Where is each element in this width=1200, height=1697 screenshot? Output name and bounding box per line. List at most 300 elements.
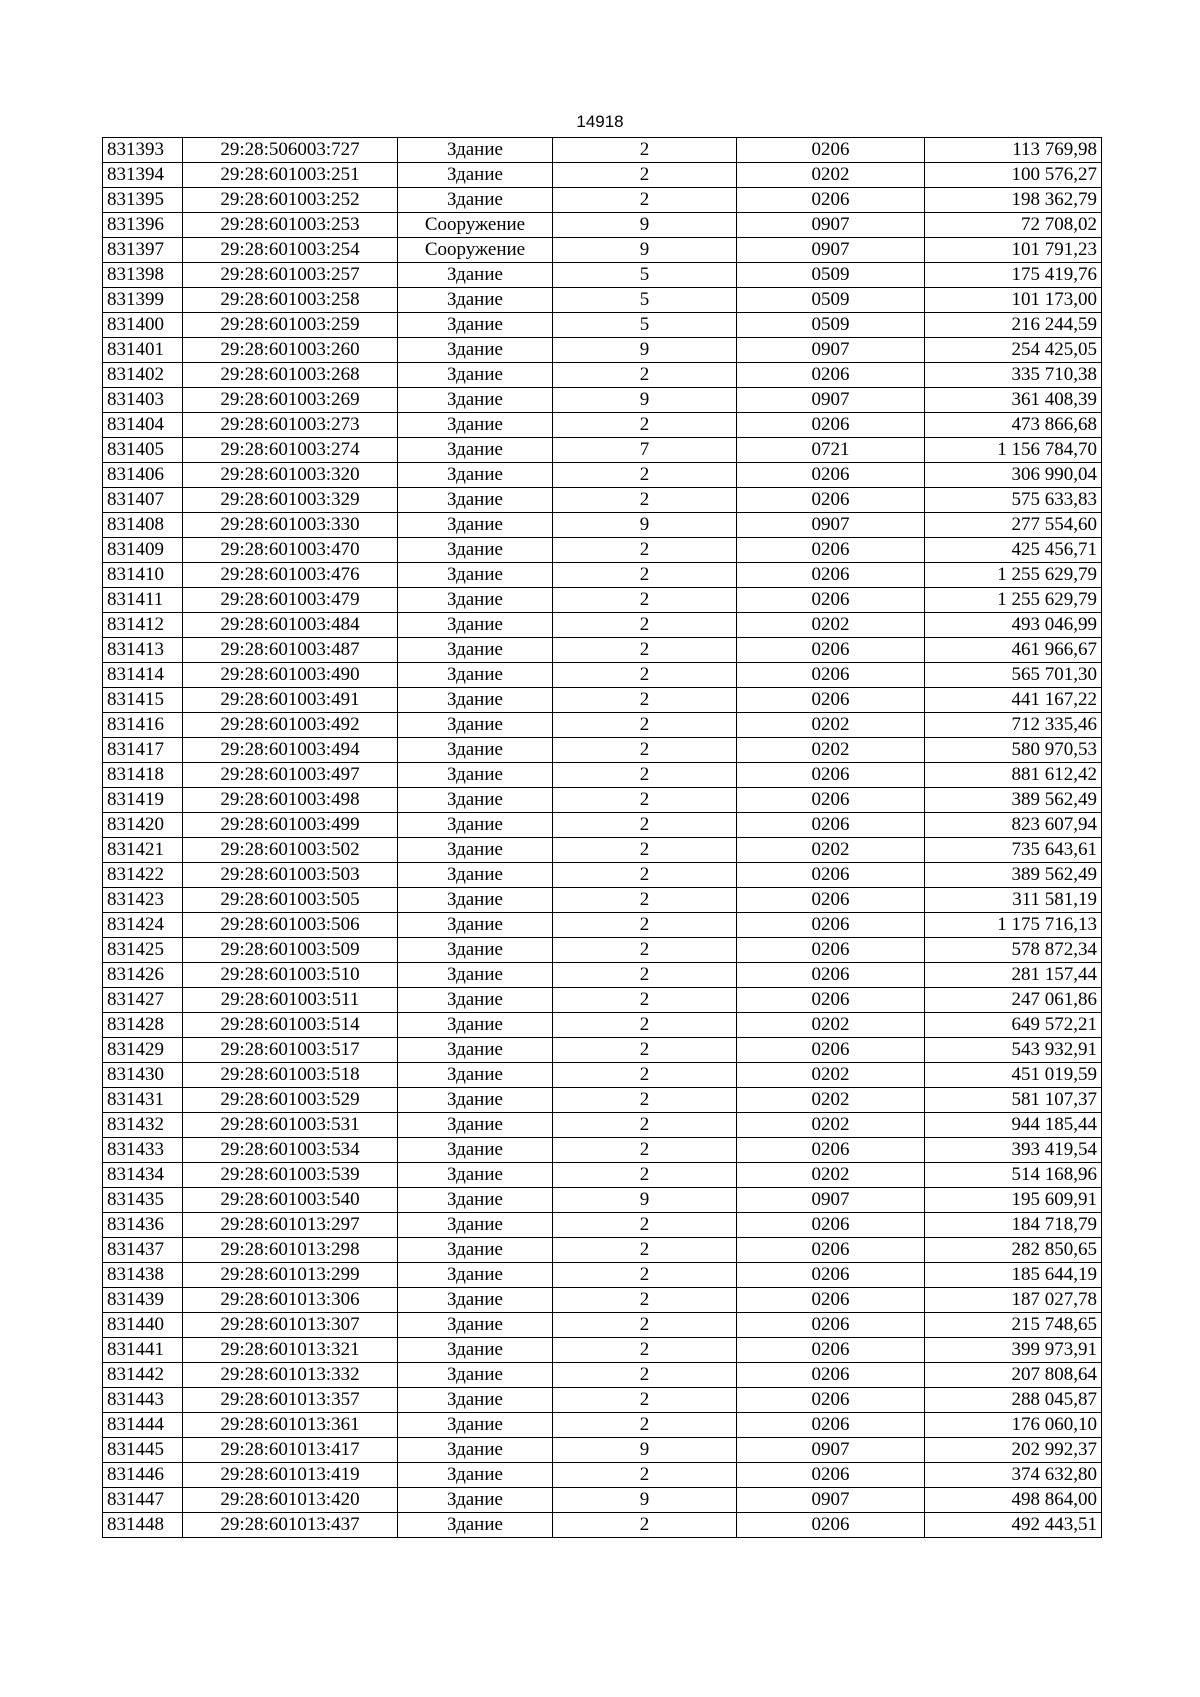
cadastral-value-table <box>102 137 1102 1538</box>
cadastral-value-cell: 374 632,80 <box>925 1463 1102 1488</box>
row-number-cell: 831435 <box>103 1188 183 1213</box>
group-cell: 2 <box>553 163 737 188</box>
object-type-cell: Здание <box>398 1388 553 1413</box>
subgroup-code-cell: 0206 <box>737 788 925 813</box>
cadastral-number-cell: 29:28:601003:503 <box>183 863 398 888</box>
subgroup-code-cell: 0202 <box>737 1163 925 1188</box>
cadastral-value-cell: 176 060,10 <box>925 1413 1102 1438</box>
object-type-cell: Здание <box>398 1338 553 1363</box>
cadastral-value-cell: 247 061,86 <box>925 988 1102 1013</box>
object-type-cell: Здание <box>398 1513 553 1538</box>
group-cell: 2 <box>553 1238 737 1263</box>
cadastral-value-cell: 1 156 784,70 <box>925 438 1102 463</box>
subgroup-code-cell: 0206 <box>737 1363 925 1388</box>
group-cell: 2 <box>553 663 737 688</box>
table-row <box>103 388 1102 413</box>
subgroup-code-cell: 0206 <box>737 888 925 913</box>
cadastral-number-cell: 29:28:601003:529 <box>183 1088 398 1113</box>
table-row <box>103 613 1102 638</box>
table-row <box>103 138 1102 163</box>
group-cell: 2 <box>553 1213 737 1238</box>
cadastral-value-cell: 216 244,59 <box>925 313 1102 338</box>
subgroup-code-cell: 0206 <box>737 988 925 1013</box>
cadastral-value-cell: 306 990,04 <box>925 463 1102 488</box>
row-number-cell: 831394 <box>103 163 183 188</box>
object-type-cell: Здание <box>398 963 553 988</box>
object-type-cell: Здание <box>398 438 553 463</box>
row-number-cell: 831442 <box>103 1363 183 1388</box>
row-number-cell: 831403 <box>103 388 183 413</box>
subgroup-code-cell: 0206 <box>737 813 925 838</box>
cadastral-number-cell: 29:28:601013:298 <box>183 1238 398 1263</box>
cadastral-number-cell: 29:28:601003:330 <box>183 513 398 538</box>
row-number-cell: 831413 <box>103 638 183 663</box>
group-cell: 2 <box>553 488 737 513</box>
group-cell: 2 <box>553 713 737 738</box>
cadastral-value-cell: 461 966,67 <box>925 638 1102 663</box>
cadastral-value-cell: 393 419,54 <box>925 1138 1102 1163</box>
cadastral-number-cell: 29:28:601013:321 <box>183 1338 398 1363</box>
group-cell: 2 <box>553 913 737 938</box>
cadastral-number-cell: 29:28:601003:479 <box>183 588 398 613</box>
group-cell: 2 <box>553 788 737 813</box>
object-type-cell: Здание <box>398 388 553 413</box>
row-number-cell: 831424 <box>103 913 183 938</box>
object-type-cell: Здание <box>398 688 553 713</box>
table-row <box>103 888 1102 913</box>
row-number-cell: 831441 <box>103 1338 183 1363</box>
group-cell: 2 <box>553 138 737 163</box>
table-row <box>103 1413 1102 1438</box>
group-cell: 2 <box>553 738 737 763</box>
row-number-cell: 831398 <box>103 263 183 288</box>
object-type-cell: Здание <box>398 1238 553 1263</box>
cadastral-number-cell: 29:28:601003:497 <box>183 763 398 788</box>
table-row <box>103 1113 1102 1138</box>
subgroup-code-cell: 0206 <box>737 363 925 388</box>
table-body <box>103 138 1102 1538</box>
cadastral-value-cell: 944 185,44 <box>925 1113 1102 1138</box>
cadastral-value-cell: 207 808,64 <box>925 1363 1102 1388</box>
subgroup-code-cell: 0206 <box>737 1388 925 1413</box>
group-cell: 2 <box>553 838 737 863</box>
table-row <box>103 1088 1102 1113</box>
row-number-cell: 831417 <box>103 738 183 763</box>
group-cell: 2 <box>553 1513 737 1538</box>
group-cell: 2 <box>553 813 737 838</box>
table-row <box>103 488 1102 513</box>
table-row <box>103 813 1102 838</box>
object-type-cell: Здание <box>398 1363 553 1388</box>
cadastral-number-cell: 29:28:601003:268 <box>183 363 398 388</box>
subgroup-code-cell: 0206 <box>737 1338 925 1363</box>
cadastral-number-cell: 29:28:601003:470 <box>183 538 398 563</box>
row-number-cell: 831400 <box>103 313 183 338</box>
cadastral-number-cell: 29:28:601013:417 <box>183 1438 398 1463</box>
cadastral-value-cell: 493 046,99 <box>925 613 1102 638</box>
object-type-cell: Здание <box>398 1463 553 1488</box>
object-type-cell: Здание <box>398 288 553 313</box>
object-type-cell: Здание <box>398 638 553 663</box>
cadastral-value-cell: 1 175 716,13 <box>925 913 1102 938</box>
subgroup-code-cell: 0206 <box>737 1038 925 1063</box>
object-type-cell: Здание <box>398 538 553 563</box>
row-number-cell: 831414 <box>103 663 183 688</box>
table-row <box>103 1513 1102 1538</box>
group-cell: 5 <box>553 313 737 338</box>
group-cell: 2 <box>553 463 737 488</box>
group-cell: 2 <box>553 988 737 1013</box>
object-type-cell: Здание <box>398 463 553 488</box>
cadastral-value-cell: 543 932,91 <box>925 1038 1102 1063</box>
group-cell: 5 <box>553 288 737 313</box>
subgroup-code-cell: 0907 <box>737 338 925 363</box>
object-type-cell: Здание <box>398 738 553 763</box>
cadastral-number-cell: 29:28:601003:510 <box>183 963 398 988</box>
row-number-cell: 831418 <box>103 763 183 788</box>
group-cell: 2 <box>553 888 737 913</box>
object-type-cell: Здание <box>398 1188 553 1213</box>
subgroup-code-cell: 0907 <box>737 238 925 263</box>
object-type-cell: Сооружение <box>398 238 553 263</box>
group-cell: 2 <box>553 1088 737 1113</box>
row-number-cell: 831411 <box>103 588 183 613</box>
row-number-cell: 831430 <box>103 1063 183 1088</box>
table-row <box>103 913 1102 938</box>
group-cell: 2 <box>553 1363 737 1388</box>
group-cell: 5 <box>553 263 737 288</box>
group-cell: 2 <box>553 1013 737 1038</box>
row-number-cell: 831421 <box>103 838 183 863</box>
object-type-cell: Здание <box>398 1488 553 1513</box>
cadastral-number-cell: 29:28:601003:518 <box>183 1063 398 1088</box>
object-type-cell: Здание <box>398 138 553 163</box>
subgroup-code-cell: 0202 <box>737 1088 925 1113</box>
table-row <box>103 763 1102 788</box>
table-row <box>103 263 1102 288</box>
group-cell: 2 <box>553 1113 737 1138</box>
group-cell: 2 <box>553 1063 737 1088</box>
table-row <box>103 363 1102 388</box>
table-row <box>103 538 1102 563</box>
table-row <box>103 463 1102 488</box>
row-number-cell: 831393 <box>103 138 183 163</box>
subgroup-code-cell: 0509 <box>737 288 925 313</box>
row-number-cell: 831402 <box>103 363 183 388</box>
object-type-cell: Здание <box>398 363 553 388</box>
cadastral-value-cell: 113 769,98 <box>925 138 1102 163</box>
cadastral-number-cell: 29:28:601013:297 <box>183 1213 398 1238</box>
row-number-cell: 831405 <box>103 438 183 463</box>
cadastral-number-cell: 29:28:601003:254 <box>183 238 398 263</box>
cadastral-value-cell: 187 027,78 <box>925 1288 1102 1313</box>
table-row <box>103 563 1102 588</box>
object-type-cell: Здание <box>398 588 553 613</box>
subgroup-code-cell: 0509 <box>737 313 925 338</box>
cadastral-number-cell: 29:28:601003:517 <box>183 1038 398 1063</box>
cadastral-number-cell: 29:28:601003:320 <box>183 463 398 488</box>
group-cell: 2 <box>553 613 737 638</box>
cadastral-number-cell: 29:28:601003:274 <box>183 438 398 463</box>
cadastral-value-cell: 473 866,68 <box>925 413 1102 438</box>
cadastral-number-cell: 29:28:601003:476 <box>183 563 398 588</box>
object-type-cell: Здание <box>398 938 553 963</box>
table-row <box>103 838 1102 863</box>
object-type-cell: Здание <box>398 1213 553 1238</box>
row-number-cell: 831443 <box>103 1388 183 1413</box>
row-number-cell: 831438 <box>103 1263 183 1288</box>
row-number-cell: 831412 <box>103 613 183 638</box>
group-cell: 2 <box>553 1263 737 1288</box>
row-number-cell: 831419 <box>103 788 183 813</box>
cadastral-value-cell: 580 970,53 <box>925 738 1102 763</box>
cadastral-value-cell: 311 581,19 <box>925 888 1102 913</box>
table-row <box>103 588 1102 613</box>
cadastral-number-cell: 29:28:601003:251 <box>183 163 398 188</box>
row-number-cell: 831396 <box>103 213 183 238</box>
cadastral-value-cell: 1 255 629,79 <box>925 588 1102 613</box>
cadastral-value-cell: 72 708,02 <box>925 213 1102 238</box>
subgroup-code-cell: 0206 <box>737 1138 925 1163</box>
cadastral-number-cell: 29:28:601003:534 <box>183 1138 398 1163</box>
cadastral-value-cell: 175 419,76 <box>925 263 1102 288</box>
table-row <box>103 713 1102 738</box>
group-cell: 2 <box>553 1413 737 1438</box>
table-row <box>103 1163 1102 1188</box>
cadastral-value-cell: 101 791,23 <box>925 238 1102 263</box>
row-number-cell: 831427 <box>103 988 183 1013</box>
table-row <box>103 188 1102 213</box>
object-type-cell: Здание <box>398 313 553 338</box>
cadastral-value-cell: 202 992,37 <box>925 1438 1102 1463</box>
subgroup-code-cell: 0206 <box>737 463 925 488</box>
subgroup-code-cell: 0206 <box>737 538 925 563</box>
cadastral-value-cell: 451 019,59 <box>925 1063 1102 1088</box>
row-number-cell: 831433 <box>103 1138 183 1163</box>
row-number-cell: 831406 <box>103 463 183 488</box>
subgroup-code-cell: 0206 <box>737 763 925 788</box>
object-type-cell: Здание <box>398 1013 553 1038</box>
subgroup-code-cell: 0206 <box>737 863 925 888</box>
object-type-cell: Здание <box>398 488 553 513</box>
group-cell: 9 <box>553 1488 737 1513</box>
table-row <box>103 1338 1102 1363</box>
page-number: 14918 <box>576 112 624 131</box>
subgroup-code-cell: 0206 <box>737 1313 925 1338</box>
group-cell: 2 <box>553 1313 737 1338</box>
object-type-cell: Здание <box>398 188 553 213</box>
subgroup-code-cell: 0206 <box>737 963 925 988</box>
row-number-cell: 831422 <box>103 863 183 888</box>
cadastral-value-cell: 277 554,60 <box>925 513 1102 538</box>
cadastral-number-cell: 29:28:601003:253 <box>183 213 398 238</box>
cadastral-number-cell: 29:28:601003:505 <box>183 888 398 913</box>
cadastral-number-cell: 29:28:601013:437 <box>183 1513 398 1538</box>
object-type-cell: Сооружение <box>398 213 553 238</box>
group-cell: 2 <box>553 538 737 563</box>
cadastral-number-cell: 29:28:601003:257 <box>183 263 398 288</box>
cadastral-value-cell: 492 443,51 <box>925 1513 1102 1538</box>
subgroup-code-cell: 0206 <box>737 138 925 163</box>
cadastral-number-cell: 29:28:601013:357 <box>183 1388 398 1413</box>
row-number-cell: 831436 <box>103 1213 183 1238</box>
cadastral-value-cell: 288 045,87 <box>925 1388 1102 1413</box>
table-row <box>103 1463 1102 1488</box>
cadastral-value-cell: 101 173,00 <box>925 288 1102 313</box>
row-number-cell: 831397 <box>103 238 183 263</box>
group-cell: 9 <box>553 388 737 413</box>
cadastral-value-cell: 823 607,94 <box>925 813 1102 838</box>
cadastral-value-cell: 389 562,49 <box>925 863 1102 888</box>
subgroup-code-cell: 0202 <box>737 1063 925 1088</box>
row-number-cell: 831395 <box>103 188 183 213</box>
cadastral-number-cell: 29:28:601013:420 <box>183 1488 398 1513</box>
row-number-cell: 831404 <box>103 413 183 438</box>
group-cell: 2 <box>553 363 737 388</box>
row-number-cell: 831444 <box>103 1413 183 1438</box>
cadastral-value-cell: 441 167,22 <box>925 688 1102 713</box>
group-cell: 2 <box>553 938 737 963</box>
subgroup-code-cell: 0206 <box>737 913 925 938</box>
subgroup-code-cell: 0206 <box>737 1263 925 1288</box>
table-row <box>103 1288 1102 1313</box>
table-row <box>103 1313 1102 1338</box>
cadastral-number-cell: 29:28:601003:490 <box>183 663 398 688</box>
cadastral-value-cell: 1 255 629,79 <box>925 563 1102 588</box>
cadastral-number-cell: 29:28:601003:494 <box>183 738 398 763</box>
group-cell: 2 <box>553 1138 737 1163</box>
subgroup-code-cell: 0509 <box>737 263 925 288</box>
table-row <box>103 938 1102 963</box>
row-number-cell: 831431 <box>103 1088 183 1113</box>
table-row <box>103 1063 1102 1088</box>
group-cell: 2 <box>553 188 737 213</box>
subgroup-code-cell: 0907 <box>737 1438 925 1463</box>
group-cell: 9 <box>553 1188 737 1213</box>
row-number-cell: 831420 <box>103 813 183 838</box>
cadastral-value-cell: 581 107,37 <box>925 1088 1102 1113</box>
table-row <box>103 238 1102 263</box>
cadastral-value-cell: 575 633,83 <box>925 488 1102 513</box>
row-number-cell: 831446 <box>103 1463 183 1488</box>
cadastral-number-cell: 29:28:601003:484 <box>183 613 398 638</box>
table-row <box>103 988 1102 1013</box>
table-row <box>103 1038 1102 1063</box>
row-number-cell: 831410 <box>103 563 183 588</box>
cadastral-number-cell: 29:28:601003:502 <box>183 838 398 863</box>
object-type-cell: Здание <box>398 613 553 638</box>
cadastral-number-cell: 29:28:601013:306 <box>183 1288 398 1313</box>
cadastral-number-cell: 29:28:601003:506 <box>183 913 398 938</box>
object-type-cell: Здание <box>398 263 553 288</box>
cadastral-value-cell: 185 644,19 <box>925 1263 1102 1288</box>
cadastral-number-cell: 29:28:601003:509 <box>183 938 398 963</box>
cadastral-number-cell: 29:28:601003:499 <box>183 813 398 838</box>
group-cell: 9 <box>553 338 737 363</box>
subgroup-code-cell: 0206 <box>737 663 925 688</box>
object-type-cell: Здание <box>398 1063 553 1088</box>
cadastral-value-cell: 215 748,65 <box>925 1313 1102 1338</box>
object-type-cell: Здание <box>398 813 553 838</box>
row-number-cell: 831429 <box>103 1038 183 1063</box>
cadastral-number-cell: 29:28:601003:514 <box>183 1013 398 1038</box>
subgroup-code-cell: 0907 <box>737 513 925 538</box>
table-row <box>103 513 1102 538</box>
subgroup-code-cell: 0907 <box>737 1188 925 1213</box>
group-cell: 2 <box>553 563 737 588</box>
table-row <box>103 213 1102 238</box>
object-type-cell: Здание <box>398 763 553 788</box>
object-type-cell: Здание <box>398 163 553 188</box>
table-row <box>103 338 1102 363</box>
table-row <box>103 1013 1102 1038</box>
object-type-cell: Здание <box>398 713 553 738</box>
cadastral-number-cell: 29:28:601003:540 <box>183 1188 398 1213</box>
cadastral-value-cell: 361 408,39 <box>925 388 1102 413</box>
table-row <box>103 1188 1102 1213</box>
object-type-cell: Здание <box>398 1113 553 1138</box>
cadastral-number-cell: 29:28:601013:419 <box>183 1463 398 1488</box>
row-number-cell: 831423 <box>103 888 183 913</box>
subgroup-code-cell: 0206 <box>737 688 925 713</box>
group-cell: 2 <box>553 1463 737 1488</box>
table-row <box>103 1488 1102 1513</box>
group-cell: 2 <box>553 763 737 788</box>
group-cell: 2 <box>553 1038 737 1063</box>
group-cell: 2 <box>553 413 737 438</box>
object-type-cell: Здание <box>398 1313 553 1338</box>
row-number-cell: 831434 <box>103 1163 183 1188</box>
cadastral-value-cell: 195 609,91 <box>925 1188 1102 1213</box>
group-cell: 2 <box>553 638 737 663</box>
table-row <box>103 1138 1102 1163</box>
cadastral-value-cell: 282 850,65 <box>925 1238 1102 1263</box>
object-type-cell: Здание <box>398 888 553 913</box>
subgroup-code-cell: 0202 <box>737 738 925 763</box>
row-number-cell: 831426 <box>103 963 183 988</box>
table-row <box>103 963 1102 988</box>
object-type-cell: Здание <box>398 1088 553 1113</box>
object-type-cell: Здание <box>398 913 553 938</box>
group-cell: 2 <box>553 963 737 988</box>
cadastral-value-cell: 649 572,21 <box>925 1013 1102 1038</box>
row-number-cell: 831428 <box>103 1013 183 1038</box>
object-type-cell: Здание <box>398 838 553 863</box>
cadastral-value-cell: 100 576,27 <box>925 163 1102 188</box>
object-type-cell: Здание <box>398 513 553 538</box>
object-type-cell: Здание <box>398 1438 553 1463</box>
cadastral-number-cell: 29:28:601003:491 <box>183 688 398 713</box>
subgroup-code-cell: 0206 <box>737 1213 925 1238</box>
cadastral-number-cell: 29:28:601003:269 <box>183 388 398 413</box>
object-type-cell: Здание <box>398 1038 553 1063</box>
group-cell: 9 <box>553 213 737 238</box>
table-row <box>103 313 1102 338</box>
subgroup-code-cell: 0206 <box>737 1238 925 1263</box>
row-number-cell: 831447 <box>103 1488 183 1513</box>
group-cell: 2 <box>553 588 737 613</box>
table-row <box>103 1263 1102 1288</box>
subgroup-code-cell: 0202 <box>737 838 925 863</box>
table-row <box>103 163 1102 188</box>
subgroup-code-cell: 0907 <box>737 1488 925 1513</box>
cadastral-number-cell: 29:28:601003:498 <box>183 788 398 813</box>
row-number-cell: 831399 <box>103 288 183 313</box>
subgroup-code-cell: 0202 <box>737 163 925 188</box>
cadastral-value-cell: 184 718,79 <box>925 1213 1102 1238</box>
table-row <box>103 1438 1102 1463</box>
cadastral-value-cell: 254 425,05 <box>925 338 1102 363</box>
